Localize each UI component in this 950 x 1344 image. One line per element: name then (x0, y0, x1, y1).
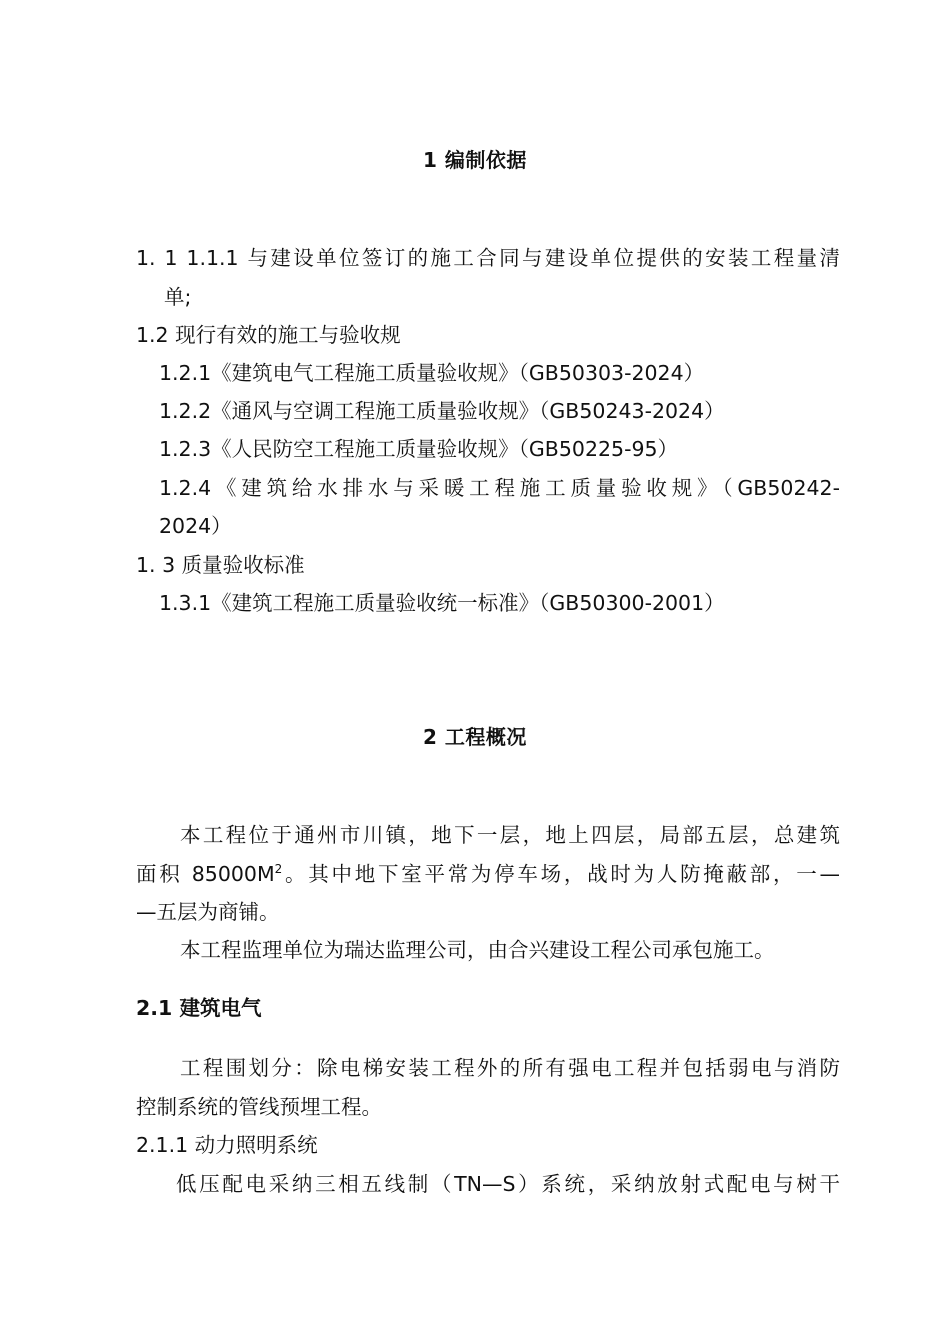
item-1-3-1: 1.3.1《建筑工程施工质量验收统一标准》（GB50300-2001） (159, 591, 725, 615)
item-1-2-3: 1.2.3《人民防空工程施工质量验收规》（GB50225-95） (159, 437, 679, 461)
subsection-2-1-title: 2.1 建筑电气 (136, 996, 262, 1020)
superscript-2: 2 (274, 862, 283, 877)
item-1-2-2: 1.2.2《通风与空调工程施工质量验收规》（GB50243-2024） (159, 399, 725, 423)
item-1-2-1: 1.2.1《建筑电气工程施工质量验收规》（GB50303-2024） (159, 361, 705, 385)
item-1-2-4-line1: 1.2.4《建筑给水排水与采暖工程施工质量验收规》（GB50242- (159, 476, 840, 500)
para1-line2-text: 面积 85000M (136, 862, 275, 886)
para3-line2: 控制系统的管线预埋工程。 (136, 1095, 382, 1119)
para4-line1: 低压配电采纳三相五线制（TN—S）系统，采纳放射式配电与树干 (176, 1172, 840, 1196)
subsection-2-1-1-title: 2.1.1 动力照明系统 (136, 1133, 318, 1157)
item-1-2-4-line2: 2024） (159, 514, 232, 538)
item-1-2: 1.2 现行有效的施工与验收规 (136, 323, 401, 347)
para1-line2 (136, 860, 840, 888)
section-2-title: 2 工程概况 (423, 725, 527, 749)
para3-line1: 工程围划分：除电梯安装工程外的所有强电工程并包括弱电与消防 (180, 1056, 840, 1080)
para1-line1: 本工程位于通州市川镇，地下一层，地上四层，局部五层，总建筑 (180, 823, 840, 847)
para1-line2-text-post: 。其中地下室平常为停车场，战时为人防掩蔽部，一— (282, 862, 841, 886)
item-1-1-line1: 1. 1 1.1.1 与建设单位签订的施工合同与建设单位提供的安装工程量清 (136, 246, 840, 270)
item-1-1-line2: 单; (164, 285, 192, 309)
para2: 本工程监理单位为瑞达监理公司，由合兴建设工程公司承包施工。 (180, 938, 775, 962)
item-1-3: 1. 3 质量验收标准 (136, 553, 305, 577)
section-1-title: 1 编制依据 (423, 148, 527, 172)
para1-line3: —五层为商铺。 (136, 900, 280, 924)
